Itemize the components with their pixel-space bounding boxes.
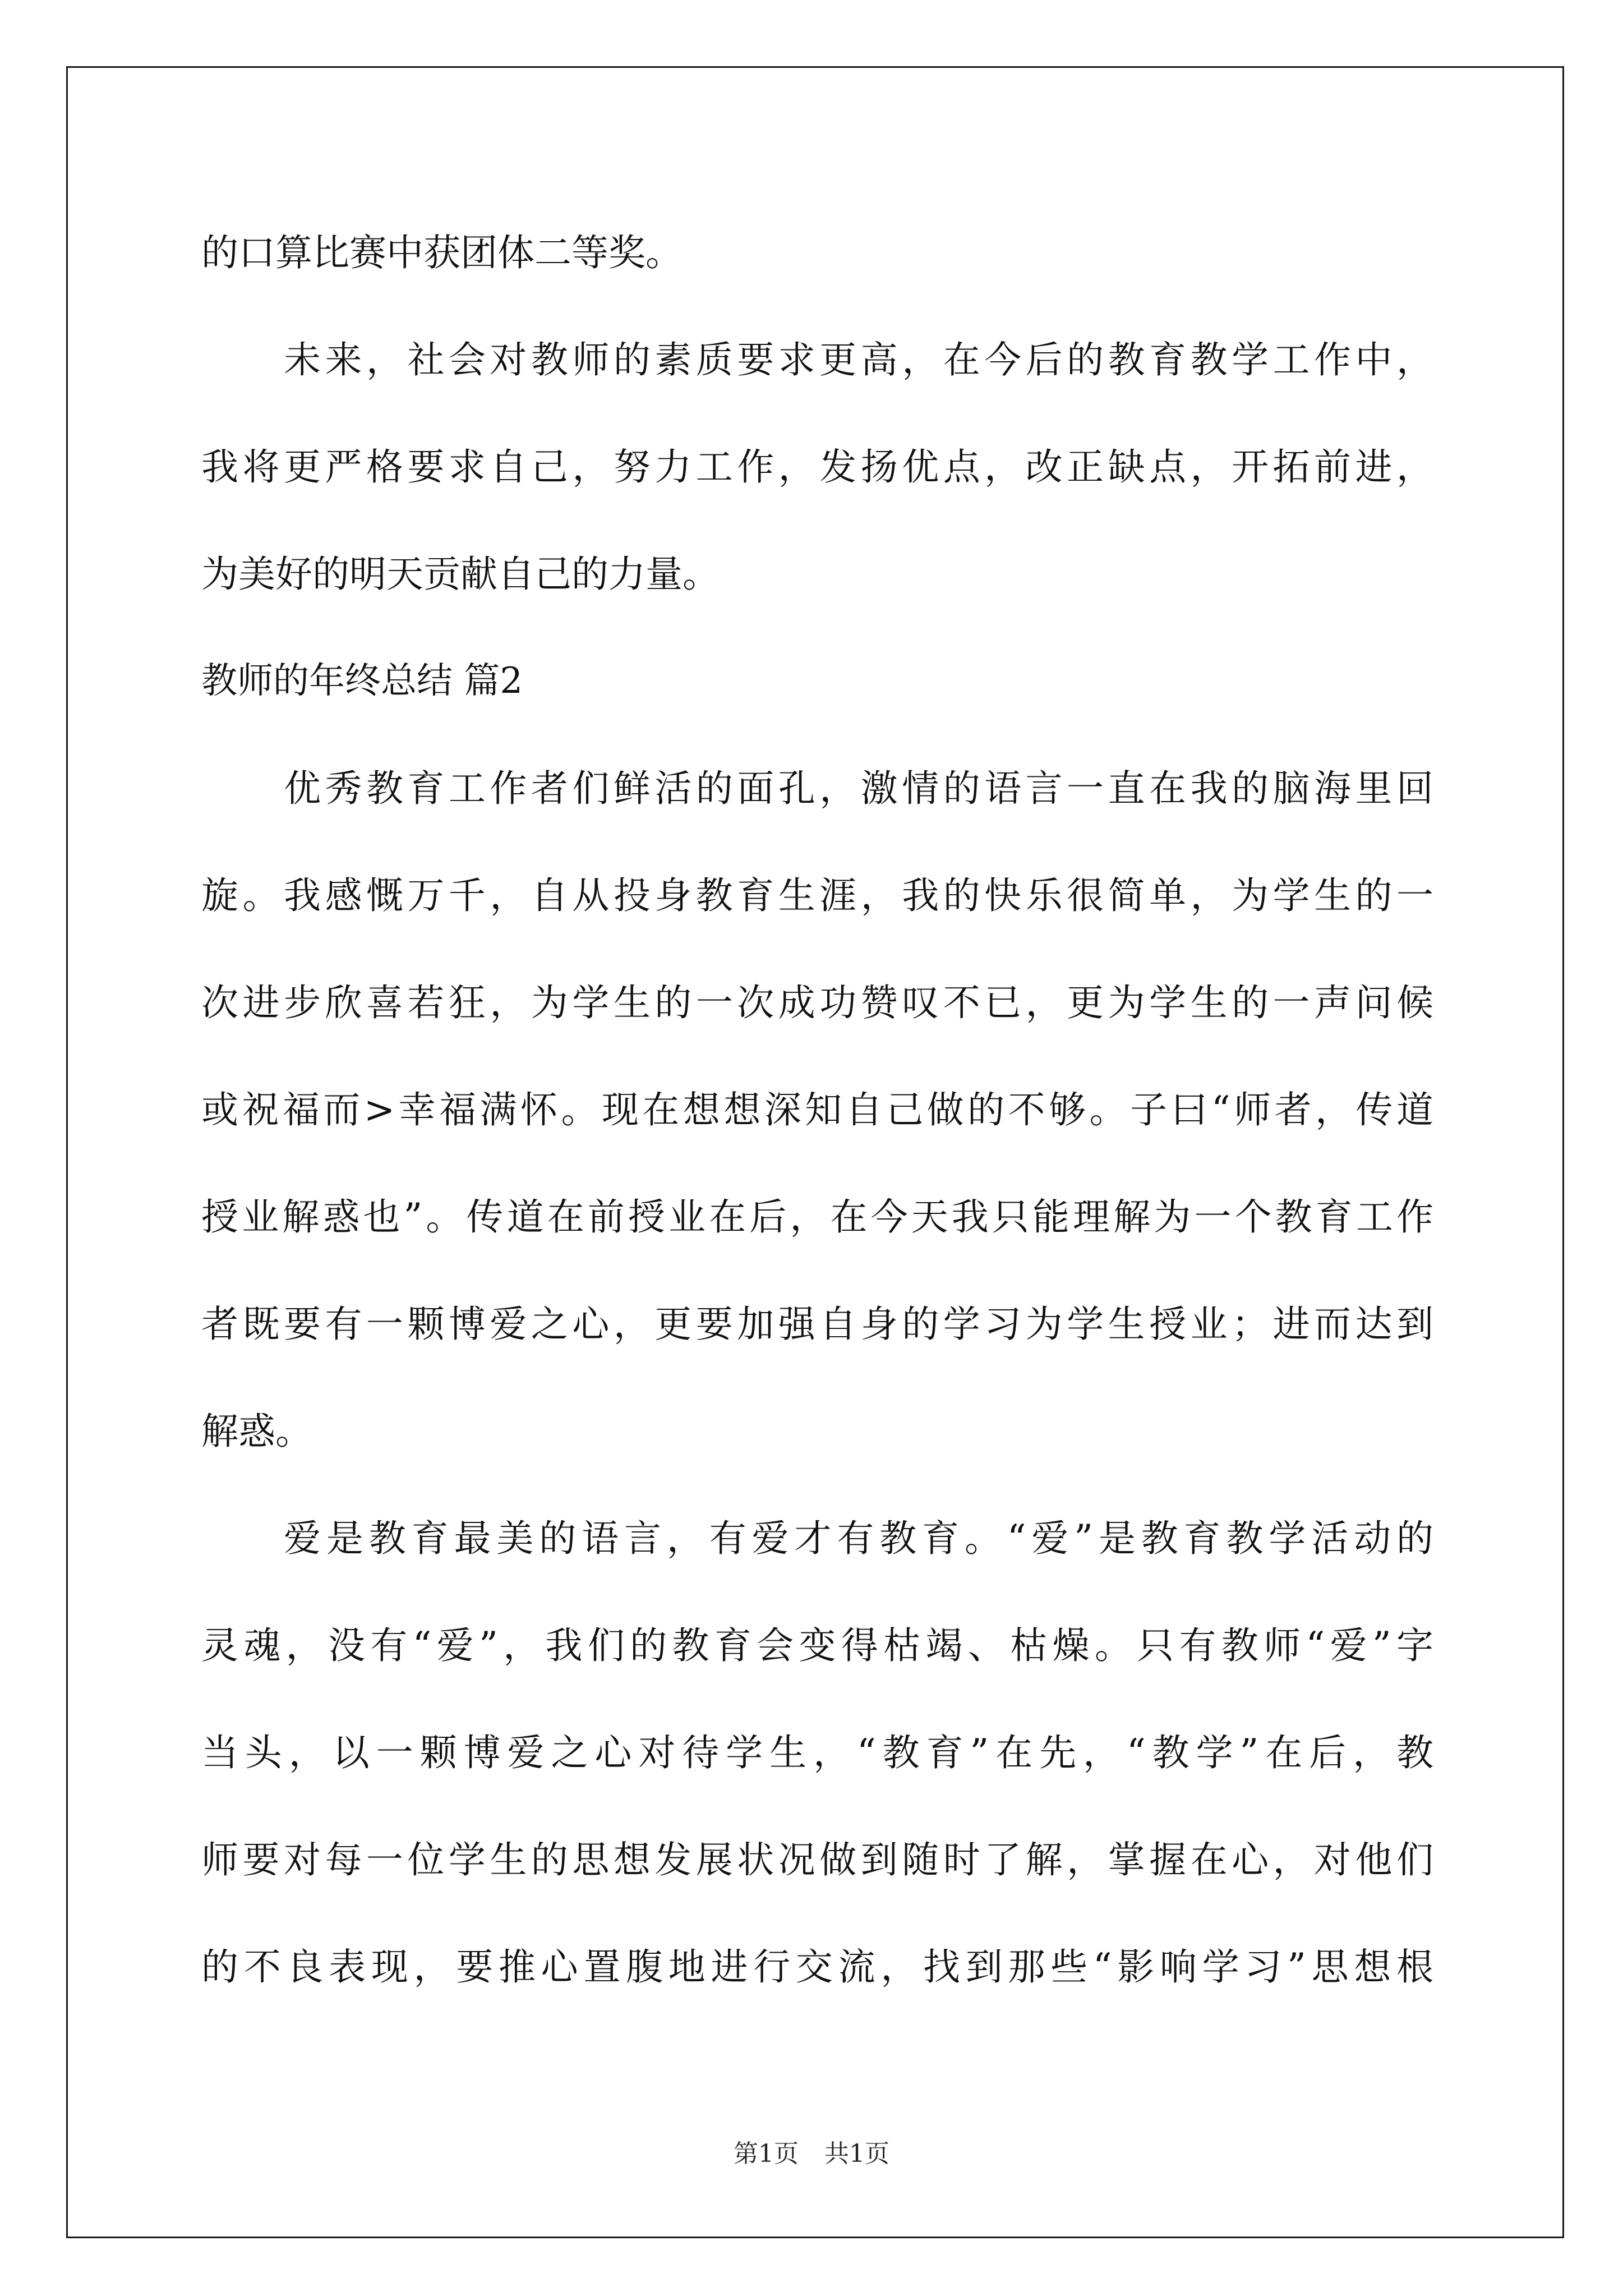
text-line: 当头，以一颗博爱之心对待学生，“教育”在先，“教学”在后，教 bbox=[201, 1731, 1433, 1774]
text-line: 次进步欣喜若狂，为学生的一次成功赞叹不已，更为学生的一声问候 bbox=[201, 981, 1433, 1024]
text-line: 授业解惑也”。传道在前授业在后，在今天我只能理解为一个教育工作 bbox=[201, 1195, 1433, 1239]
text-line: 为美好的明天贡献自己的力量。 bbox=[201, 553, 720, 596]
text-line: 优秀教育工作者们鲜活的面孔，激情的语言一直在我的脑海里回 bbox=[284, 767, 1433, 810]
text-line: 者既要有一颗博爱之心，更要加强自身的学习为学生授业；进而达到 bbox=[201, 1303, 1433, 1346]
document-body bbox=[201, 199, 1433, 2021]
text-line: 灵魂，没有“爱”，我们的教育会变得枯竭、枯燥。只有教师“爱”字 bbox=[201, 1624, 1433, 1667]
section-heading: 教师的年终总结 篇2 bbox=[201, 660, 523, 702]
text-line: 解惑。 bbox=[201, 1410, 312, 1453]
text-line: 我将更严格要求自己，努力工作，发扬优点，改正缺点，开拓前进， bbox=[201, 445, 1433, 489]
page-footer bbox=[0, 2136, 1623, 2172]
text-line: 或祝福而>幸福满怀。现在想想深知自己做的不够。子曰“师者，传道 bbox=[201, 1088, 1433, 1131]
text-line: 的不良表现，要推心置腹地进行交流，找到那些“影响学习”思想根 bbox=[201, 1945, 1433, 1989]
text-line: 旋。我感慨万千，自从投身教育生涯，我的快乐很简单，为学生的一 bbox=[201, 874, 1433, 917]
total-pages: 共1页 bbox=[824, 2139, 889, 2168]
text-line: 师要对每一位学生的思想发展状况做到随时了解，掌握在心，对他们 bbox=[201, 1838, 1433, 1881]
text-line: 未来，社会对教师的素质要求更高，在今后的教育教学工作中， bbox=[284, 338, 1433, 381]
text-line: 的口算比赛中获团体二等奖。 bbox=[201, 231, 683, 274]
page-number: 第1页 bbox=[734, 2139, 799, 2168]
text-line: 爱是教育最美的语言，有爱才有教育。“爱”是教育教学活动的 bbox=[284, 1517, 1433, 1560]
